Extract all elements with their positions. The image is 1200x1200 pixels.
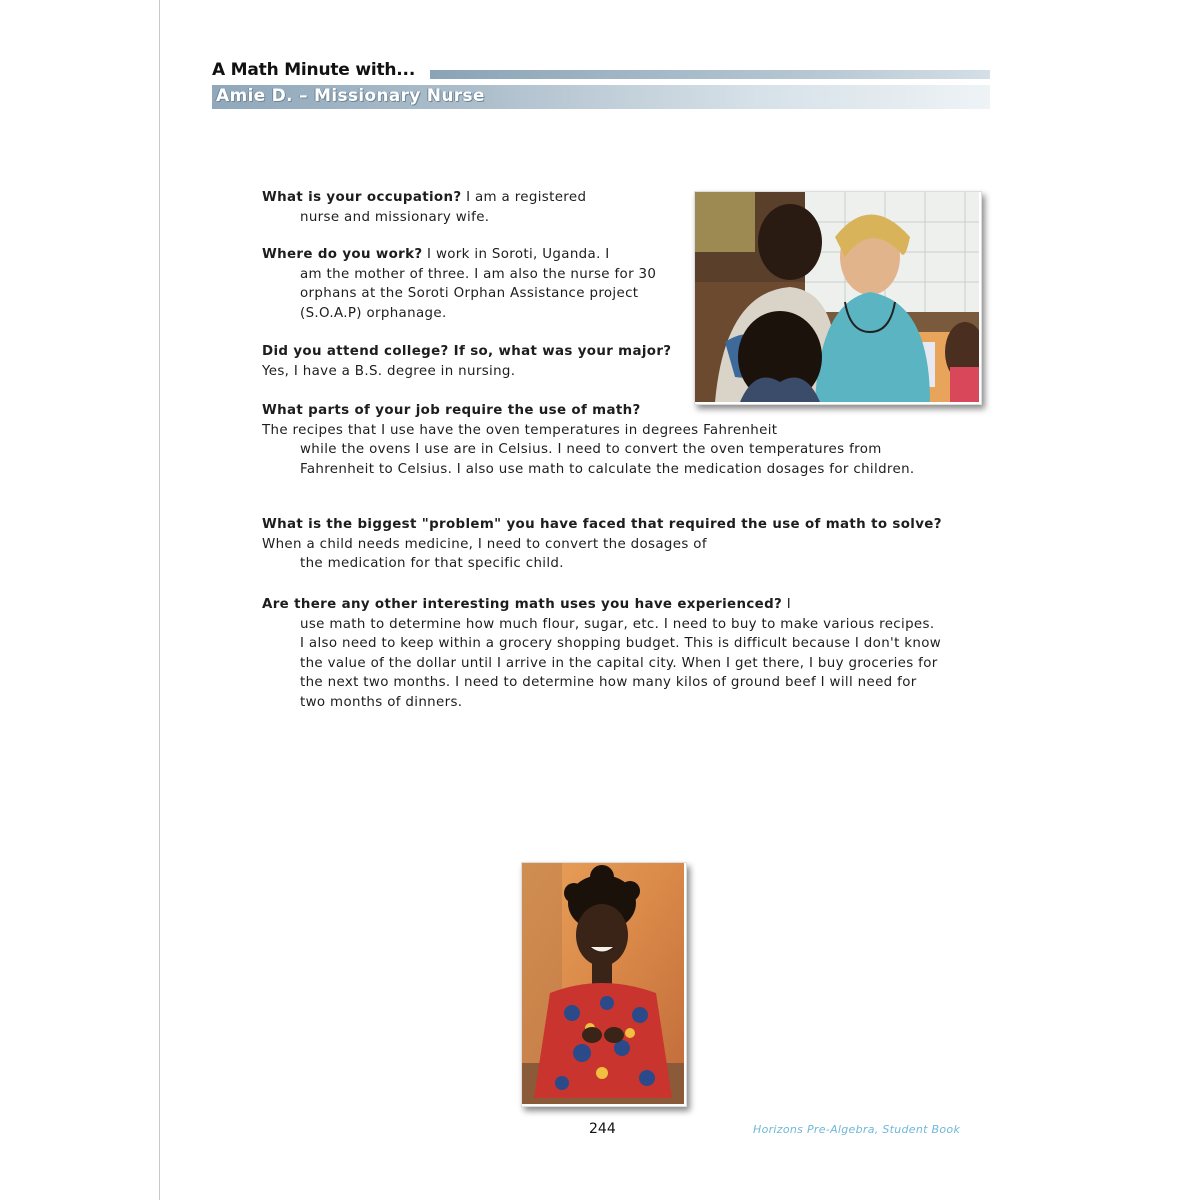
girl-photo <box>521 862 687 1107</box>
answer-other-uses-first: I <box>782 597 792 612</box>
section-title: A Math Minute with... <box>212 60 416 80</box>
answer-college-first: Yes, I have a B.S. degree in nursing. <box>262 363 516 379</box>
answer-workplace-rest: am the mother of three. I am also the nurse for 30 orphans at the Soroti Orphan Assistance project (S.O.A.P) orphanage. <box>300 266 657 321</box>
girl-photo-image <box>522 863 684 1104</box>
answer-other-uses-rest: use math to determine how much flour, sugar, etc. I need to buy to make various recipes. I also need to keep within a grocery shopping budget. This is difficult because I don't know the value of the dollar until I arrive in the capital city. When I get there, I buy groceries for the next two months. I need to determine how many kilos of ground beef I will need for two months of dinners. <box>300 616 942 710</box>
answer-workplace-first: I work in Soroti, Uganda. I <box>422 247 610 262</box>
question-workplace: Where do you work? <box>262 247 423 262</box>
book-title: Horizons Pre-Algebra, Student Book <box>753 1123 961 1136</box>
qa-workplace <box>262 245 702 323</box>
answer-occupation-first: I am a registered <box>461 190 587 205</box>
page-number: 244 <box>589 1121 616 1137</box>
answer-job-math-rest: while the ovens I use are in Celsius. I need to convert the oven temperatures from Fahrenheit to Celsius. I also use math to calculate the medication dosages for children. <box>300 442 915 477</box>
question-job-math: What parts of your job require the use of math? <box>262 403 641 418</box>
question-other-uses: Are there any other interesting math uses you have experienced? <box>262 597 783 612</box>
question-occupation: What is your occupation? <box>262 190 462 205</box>
answer-biggest-problem-rest: the medication for that specific child. <box>300 556 564 572</box>
question-college: Did you attend college? If so, what was your major? <box>262 344 672 359</box>
answer-occupation-rest: nurse and missionary wife. <box>300 209 490 225</box>
answer-job-math-first: The recipes that I use have the oven temperatures in degrees Fahrenheit <box>262 422 778 438</box>
answer-biggest-problem-first: When a child needs medicine, I need to convert the dosages of <box>262 536 707 552</box>
header-rule <box>430 70 990 79</box>
qa-college <box>262 342 682 381</box>
page-edge <box>0 0 160 1200</box>
qa-job-math <box>262 401 942 479</box>
qa-other-uses <box>262 595 942 713</box>
question-biggest-problem: What is the biggest "problem" you have faced that required the use of math to solve? <box>262 517 942 532</box>
qa-biggest-problem <box>262 515 942 574</box>
section-subtitle: Amie D. – Missionary Nurse <box>216 86 485 106</box>
qa-occupation <box>262 188 942 227</box>
